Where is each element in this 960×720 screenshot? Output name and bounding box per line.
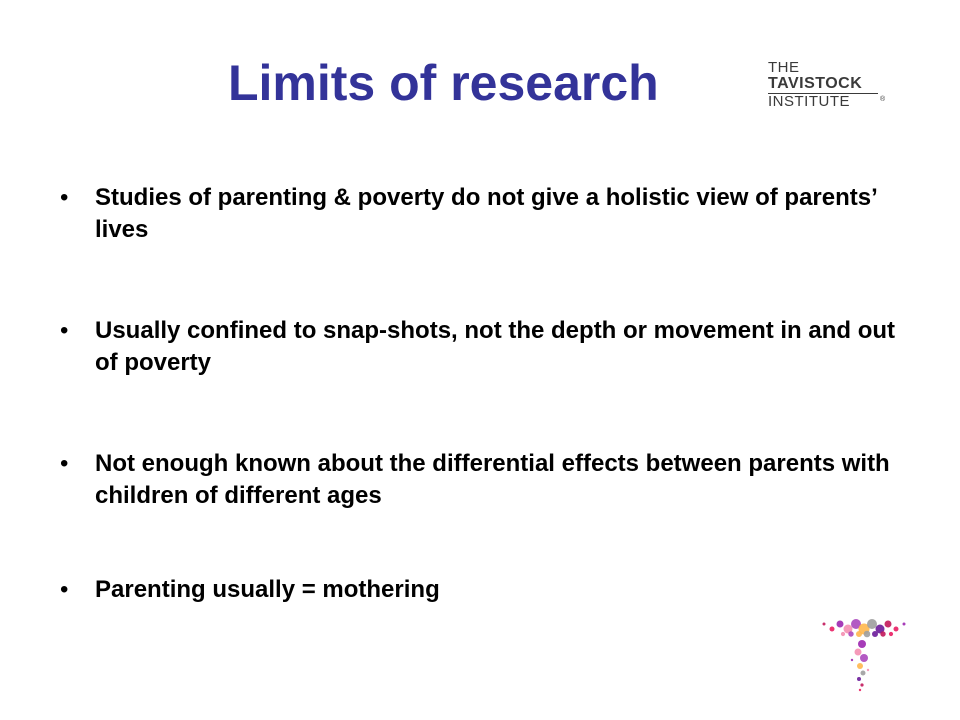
emblem-dot [851,659,853,661]
bullet-marker: • [60,450,69,477]
emblem-dot [848,631,853,636]
logo-line-institute: INSTITUTE [768,93,850,110]
bullet-marker: • [60,317,69,344]
slide-title: Limits of research [228,55,659,111]
emblem-dot [880,631,885,636]
emblem-dot [903,623,906,626]
emblem-dot [837,621,844,628]
emblem-dot [823,623,826,626]
bullet-marker: • [60,184,69,211]
logo-registered-mark: ® [880,96,886,103]
bullet-marker: • [60,576,69,603]
emblem-dot [858,640,866,648]
emblem-dot [859,689,861,691]
emblem-dot [841,632,845,636]
logo-line-the: THE [768,59,800,76]
bullet-text: Not enough known about the differential effects between parents with children of different ages [95,450,890,509]
emblem-dot [857,677,861,681]
emblem-dot [857,663,863,669]
tavistock-institute-logo [768,60,898,116]
emblem-dot [860,654,868,662]
emblem-dot [867,619,877,629]
emblem-dot [856,631,862,637]
bullet-text: Usually confined to snap-shots, not the depth or movement in and out of poverty [95,317,896,376]
emblem-dot [861,671,866,676]
emblem-dot [894,627,899,632]
emblem-dot [830,627,835,632]
emblem-dot [889,632,893,636]
emblem-dot [885,621,892,628]
emblem-dot [867,669,869,671]
emblem-dot [855,649,862,656]
bullet-text: Studies of parenting & poverty do not give a holistic view of parents’ lives [95,184,877,243]
emblem-dot [864,631,871,638]
emblem-dot [860,683,863,686]
logo-line-tavistock: TAVISTOCK [768,75,863,92]
dotted-t-emblem-icon [818,612,910,694]
bullet-text: Parenting usually = mothering [95,576,440,603]
emblem-dot [872,631,878,637]
